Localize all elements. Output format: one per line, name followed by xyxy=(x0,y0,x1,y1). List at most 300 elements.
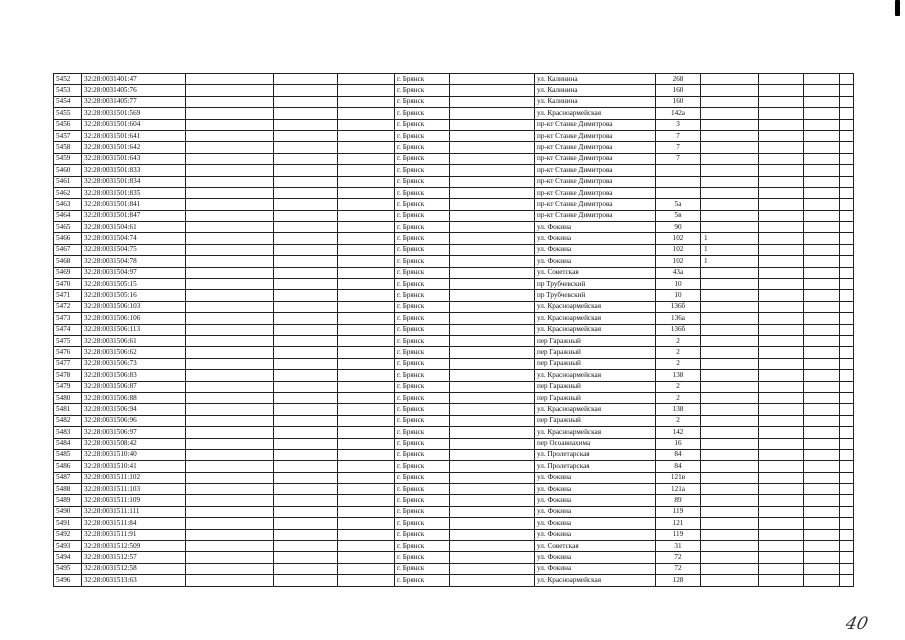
table-row xyxy=(54,529,854,540)
street-cell: ул. Красноармейская xyxy=(535,324,656,335)
city-cell: г. Брянск xyxy=(395,85,450,96)
empty-cell xyxy=(840,108,854,119)
cadastral-number-cell: 32:28:0031504:97 xyxy=(82,267,186,278)
empty-cell xyxy=(186,199,274,210)
empty-cell xyxy=(274,404,338,415)
empty-cell xyxy=(338,244,395,255)
cadastral-number-cell: 32:28:0031501:641 xyxy=(82,130,186,141)
empty-cell xyxy=(840,165,854,176)
house-number-cell: 121а xyxy=(656,484,701,495)
empty-cell xyxy=(450,415,535,426)
empty-cell xyxy=(840,541,854,552)
house-number-cell: 102 xyxy=(656,233,701,244)
empty-cell xyxy=(804,449,840,460)
row-number-cell: 5473 xyxy=(54,313,82,324)
city-cell: г. Брянск xyxy=(395,96,450,107)
empty-cell xyxy=(840,506,854,517)
table-row xyxy=(54,187,854,198)
empty-cell xyxy=(450,427,535,438)
empty-cell xyxy=(804,85,840,96)
empty-cell xyxy=(186,529,274,540)
empty-cell xyxy=(274,575,338,586)
empty-cell xyxy=(759,267,804,278)
empty-cell xyxy=(186,552,274,563)
house-number-cell: 89 xyxy=(656,495,701,506)
empty-cell xyxy=(804,541,840,552)
empty-cell xyxy=(840,85,854,96)
city-cell: г. Брянск xyxy=(395,165,450,176)
empty-cell xyxy=(274,199,338,210)
empty-cell xyxy=(450,176,535,187)
empty-cell xyxy=(274,176,338,187)
empty-cell xyxy=(804,108,840,119)
table-row xyxy=(54,415,854,426)
street-cell: ул. Пролетарская xyxy=(535,461,656,472)
registry-table xyxy=(53,73,854,587)
empty-cell xyxy=(274,347,338,358)
empty-cell xyxy=(759,541,804,552)
city-cell: г. Брянск xyxy=(395,541,450,552)
empty-cell xyxy=(274,233,338,244)
flag-cell xyxy=(701,176,759,187)
empty-cell xyxy=(759,518,804,529)
street-cell: ул. Калинина xyxy=(535,74,656,85)
flag-cell xyxy=(701,495,759,506)
empty-cell xyxy=(274,290,338,301)
house-number-cell: 121 xyxy=(656,518,701,529)
empty-cell xyxy=(840,74,854,85)
street-cell: пер Гаражный xyxy=(535,381,656,392)
flag-cell xyxy=(701,85,759,96)
empty-cell xyxy=(804,153,840,164)
table-row xyxy=(54,313,854,324)
street-cell: пр-кт Станке Димитрова xyxy=(535,130,656,141)
empty-cell xyxy=(186,415,274,426)
house-number-cell: 5а xyxy=(656,199,701,210)
empty-cell xyxy=(274,518,338,529)
empty-cell xyxy=(274,358,338,369)
page-edge-mark xyxy=(895,0,900,16)
empty-cell xyxy=(759,233,804,244)
street-cell: ул. Фокина xyxy=(535,495,656,506)
table-row xyxy=(54,85,854,96)
city-cell: г. Брянск xyxy=(395,438,450,449)
flag-cell xyxy=(701,484,759,495)
cadastral-number-cell: 32:28:0031510:41 xyxy=(82,461,186,472)
empty-cell xyxy=(804,404,840,415)
flag-cell xyxy=(701,153,759,164)
empty-cell xyxy=(450,484,535,495)
cadastral-number-cell: 32:28:0031504:74 xyxy=(82,233,186,244)
house-number-cell: 10 xyxy=(656,279,701,290)
row-number-cell: 5465 xyxy=(54,222,82,233)
cadastral-number-cell: 32:28:0031506:106 xyxy=(82,313,186,324)
empty-cell xyxy=(450,529,535,540)
street-cell: ул. Фокина xyxy=(535,529,656,540)
street-cell: ул. Красноармейская xyxy=(535,370,656,381)
cadastral-number-cell: 32:28:0031504:61 xyxy=(82,222,186,233)
row-number-cell: 5461 xyxy=(54,176,82,187)
table-row xyxy=(54,404,854,415)
table-row xyxy=(54,165,854,176)
house-number-cell: 2 xyxy=(656,415,701,426)
empty-cell xyxy=(186,541,274,552)
empty-cell xyxy=(274,472,338,483)
cadastral-number-cell: 32:28:0031505:16 xyxy=(82,290,186,301)
empty-cell xyxy=(186,256,274,267)
flag-cell xyxy=(701,324,759,335)
empty-cell xyxy=(804,495,840,506)
row-number-cell: 5490 xyxy=(54,506,82,517)
empty-cell xyxy=(186,187,274,198)
cadastral-number-cell: 32:28:0031506:88 xyxy=(82,392,186,403)
row-number-cell: 5496 xyxy=(54,575,82,586)
street-cell: ул. Фокина xyxy=(535,256,656,267)
row-number-cell: 5453 xyxy=(54,85,82,96)
city-cell: г. Брянск xyxy=(395,472,450,483)
street-cell: пер Гаражный xyxy=(535,347,656,358)
table-row xyxy=(54,199,854,210)
empty-cell xyxy=(186,506,274,517)
row-number-cell: 5484 xyxy=(54,438,82,449)
street-cell: пер Гаражный xyxy=(535,392,656,403)
empty-cell xyxy=(186,244,274,255)
empty-cell xyxy=(804,518,840,529)
flag-cell xyxy=(701,518,759,529)
empty-cell xyxy=(804,142,840,153)
row-number-cell: 5474 xyxy=(54,324,82,335)
empty-cell xyxy=(450,279,535,290)
empty-cell xyxy=(450,438,535,449)
flag-cell xyxy=(701,461,759,472)
empty-cell xyxy=(450,108,535,119)
empty-cell xyxy=(804,74,840,85)
empty-cell xyxy=(274,461,338,472)
empty-cell xyxy=(759,392,804,403)
empty-cell xyxy=(450,472,535,483)
flag-cell: 1 xyxy=(701,233,759,244)
table-row xyxy=(54,233,854,244)
row-number-cell: 5477 xyxy=(54,358,82,369)
cadastral-number-cell: 32:28:0031504:78 xyxy=(82,256,186,267)
empty-cell xyxy=(759,529,804,540)
empty-cell xyxy=(338,96,395,107)
table-row xyxy=(54,256,854,267)
empty-cell xyxy=(759,563,804,574)
empty-cell xyxy=(186,324,274,335)
house-number-cell xyxy=(656,176,701,187)
city-cell: г. Брянск xyxy=(395,415,450,426)
empty-cell xyxy=(450,563,535,574)
empty-cell xyxy=(338,392,395,403)
empty-cell xyxy=(450,119,535,130)
empty-cell xyxy=(274,313,338,324)
house-number-cell: 102 xyxy=(656,256,701,267)
row-number-cell: 5469 xyxy=(54,267,82,278)
house-number-cell: 138 xyxy=(656,404,701,415)
cadastral-number-cell: 32:28:0031506:94 xyxy=(82,404,186,415)
empty-cell xyxy=(338,74,395,85)
empty-cell xyxy=(274,301,338,312)
empty-cell xyxy=(274,279,338,290)
cadastral-number-cell: 32:28:0031506:62 xyxy=(82,347,186,358)
empty-cell xyxy=(840,267,854,278)
city-cell: г. Брянск xyxy=(395,142,450,153)
empty-cell xyxy=(338,233,395,244)
empty-cell xyxy=(338,335,395,346)
house-number-cell: 5в xyxy=(656,210,701,221)
flag-cell xyxy=(701,222,759,233)
empty-cell xyxy=(840,199,854,210)
empty-cell xyxy=(759,108,804,119)
empty-cell xyxy=(186,153,274,164)
empty-cell xyxy=(274,187,338,198)
empty-cell xyxy=(450,244,535,255)
city-cell: г. Брянск xyxy=(395,392,450,403)
empty-cell xyxy=(759,415,804,426)
empty-cell xyxy=(804,290,840,301)
empty-cell xyxy=(840,358,854,369)
flag-cell xyxy=(701,529,759,540)
empty-cell xyxy=(759,381,804,392)
empty-cell xyxy=(804,392,840,403)
table-row xyxy=(54,142,854,153)
city-cell: г. Брянск xyxy=(395,256,450,267)
empty-cell xyxy=(338,153,395,164)
house-number-cell: 72 xyxy=(656,552,701,563)
empty-cell xyxy=(759,313,804,324)
city-cell: г. Брянск xyxy=(395,427,450,438)
empty-cell xyxy=(840,392,854,403)
row-number-cell: 5488 xyxy=(54,484,82,495)
house-number-cell: 3 xyxy=(656,119,701,130)
flag-cell xyxy=(701,267,759,278)
street-cell: пр-кт Станке Димитрова xyxy=(535,210,656,221)
empty-cell xyxy=(759,575,804,586)
table-row xyxy=(54,392,854,403)
city-cell: г. Брянск xyxy=(395,74,450,85)
empty-cell xyxy=(450,199,535,210)
empty-cell xyxy=(274,370,338,381)
row-number-cell: 5458 xyxy=(54,142,82,153)
empty-cell xyxy=(186,222,274,233)
row-number-cell: 5494 xyxy=(54,552,82,563)
empty-cell xyxy=(759,404,804,415)
city-cell: г. Брянск xyxy=(395,301,450,312)
empty-cell xyxy=(804,233,840,244)
house-number-cell: 7 xyxy=(656,153,701,164)
empty-cell xyxy=(338,370,395,381)
cadastral-number-cell: 32:28:0031501:569 xyxy=(82,108,186,119)
empty-cell xyxy=(450,347,535,358)
street-cell: ул. Советская xyxy=(535,541,656,552)
empty-cell xyxy=(274,222,338,233)
empty-cell xyxy=(186,130,274,141)
empty-cell xyxy=(840,119,854,130)
flag-cell: 1 xyxy=(701,256,759,267)
row-number-cell: 5472 xyxy=(54,301,82,312)
city-cell: г. Брянск xyxy=(395,358,450,369)
street-cell: ул. Красноармейская xyxy=(535,427,656,438)
street-cell: ул. Фокина xyxy=(535,518,656,529)
city-cell: г. Брянск xyxy=(395,199,450,210)
empty-cell xyxy=(840,518,854,529)
empty-cell xyxy=(804,267,840,278)
empty-cell xyxy=(804,370,840,381)
empty-cell xyxy=(450,575,535,586)
empty-cell xyxy=(338,176,395,187)
empty-cell xyxy=(759,370,804,381)
table-row xyxy=(54,222,854,233)
empty-cell xyxy=(450,301,535,312)
empty-cell xyxy=(450,165,535,176)
city-cell: г. Брянск xyxy=(395,313,450,324)
empty-cell xyxy=(804,187,840,198)
street-cell: ул. Фокина xyxy=(535,552,656,563)
empty-cell xyxy=(450,187,535,198)
cadastral-number-cell: 32:28:0031511:91 xyxy=(82,529,186,540)
cadastral-number-cell: 32:28:0031405:76 xyxy=(82,85,186,96)
street-cell: ул. Красноармейская xyxy=(535,301,656,312)
empty-cell xyxy=(840,438,854,449)
empty-cell xyxy=(804,199,840,210)
table-row xyxy=(54,267,854,278)
street-cell: ул. Красноармейская xyxy=(535,108,656,119)
table-row xyxy=(54,438,854,449)
empty-cell xyxy=(450,153,535,164)
street-cell: пр Трубчевский xyxy=(535,290,656,301)
empty-cell xyxy=(804,461,840,472)
empty-cell xyxy=(186,335,274,346)
empty-cell xyxy=(186,518,274,529)
empty-cell xyxy=(759,552,804,563)
empty-cell xyxy=(338,381,395,392)
row-number-cell: 5476 xyxy=(54,347,82,358)
empty-cell xyxy=(759,495,804,506)
house-number-cell: 2 xyxy=(656,392,701,403)
cadastral-number-cell: 32:28:0031506:83 xyxy=(82,370,186,381)
table-row xyxy=(54,108,854,119)
flag-cell xyxy=(701,210,759,221)
empty-cell xyxy=(186,472,274,483)
empty-cell xyxy=(338,130,395,141)
row-number-cell: 5481 xyxy=(54,404,82,415)
empty-cell xyxy=(450,358,535,369)
flag-cell xyxy=(701,575,759,586)
street-cell: пер Гаражный xyxy=(535,415,656,426)
house-number-cell: 2 xyxy=(656,381,701,392)
cadastral-number-cell: 32:28:0031506:87 xyxy=(82,381,186,392)
empty-cell xyxy=(338,119,395,130)
flag-cell xyxy=(701,199,759,210)
street-cell: ул. Фокина xyxy=(535,233,656,244)
cadastral-number-cell: 32:28:0031501:835 xyxy=(82,187,186,198)
empty-cell xyxy=(186,119,274,130)
empty-cell xyxy=(274,119,338,130)
empty-cell xyxy=(759,96,804,107)
row-number-cell: 5456 xyxy=(54,119,82,130)
empty-cell xyxy=(338,552,395,563)
empty-cell xyxy=(840,256,854,267)
empty-cell xyxy=(804,130,840,141)
empty-cell xyxy=(450,506,535,517)
empty-cell xyxy=(840,153,854,164)
empty-cell xyxy=(338,256,395,267)
cadastral-number-cell: 32:28:0031401:47 xyxy=(82,74,186,85)
street-cell: ул. Калинина xyxy=(535,85,656,96)
table-row xyxy=(54,153,854,164)
empty-cell xyxy=(450,404,535,415)
empty-cell xyxy=(450,313,535,324)
street-cell: ул. Красноармейская xyxy=(535,575,656,586)
flag-cell: 1 xyxy=(701,244,759,255)
empty-cell xyxy=(338,290,395,301)
city-cell: г. Брянск xyxy=(395,153,450,164)
empty-cell xyxy=(804,279,840,290)
empty-cell xyxy=(186,96,274,107)
house-number-cell xyxy=(656,187,701,198)
empty-cell xyxy=(450,96,535,107)
empty-cell xyxy=(450,461,535,472)
table-row xyxy=(54,301,854,312)
city-cell: г. Брянск xyxy=(395,370,450,381)
empty-cell xyxy=(338,438,395,449)
house-number-cell: 84 xyxy=(656,449,701,460)
cadastral-number-cell: 32:28:0031506:113 xyxy=(82,324,186,335)
table-row xyxy=(54,552,854,563)
empty-cell xyxy=(338,222,395,233)
empty-cell xyxy=(804,438,840,449)
table-row xyxy=(54,176,854,187)
empty-cell xyxy=(338,461,395,472)
street-cell: пр-кт Станке Димитрова xyxy=(535,187,656,198)
empty-cell xyxy=(759,279,804,290)
empty-cell xyxy=(759,176,804,187)
city-cell: г. Брянск xyxy=(395,267,450,278)
empty-cell xyxy=(338,199,395,210)
empty-cell xyxy=(759,472,804,483)
city-cell: г. Брянск xyxy=(395,495,450,506)
row-number-cell: 5460 xyxy=(54,165,82,176)
empty-cell xyxy=(186,290,274,301)
empty-cell xyxy=(274,267,338,278)
empty-cell xyxy=(186,176,274,187)
empty-cell xyxy=(804,244,840,255)
house-number-cell: 84 xyxy=(656,461,701,472)
empty-cell xyxy=(759,153,804,164)
house-number-cell: 268 xyxy=(656,74,701,85)
cadastral-number-cell: 32:28:0031512:58 xyxy=(82,563,186,574)
house-number-cell: 10 xyxy=(656,290,701,301)
row-number-cell: 5457 xyxy=(54,130,82,141)
empty-cell xyxy=(338,472,395,483)
flag-cell xyxy=(701,335,759,346)
empty-cell xyxy=(804,415,840,426)
empty-cell xyxy=(274,484,338,495)
row-number-cell: 5455 xyxy=(54,108,82,119)
table-row xyxy=(54,518,854,529)
empty-cell xyxy=(840,472,854,483)
empty-cell xyxy=(840,495,854,506)
empty-cell xyxy=(274,244,338,255)
house-number-cell: 160 xyxy=(656,96,701,107)
empty-cell xyxy=(804,176,840,187)
row-number-cell: 5493 xyxy=(54,541,82,552)
flag-cell xyxy=(701,313,759,324)
city-cell: г. Брянск xyxy=(395,575,450,586)
city-cell: г. Брянск xyxy=(395,484,450,495)
empty-cell xyxy=(804,381,840,392)
